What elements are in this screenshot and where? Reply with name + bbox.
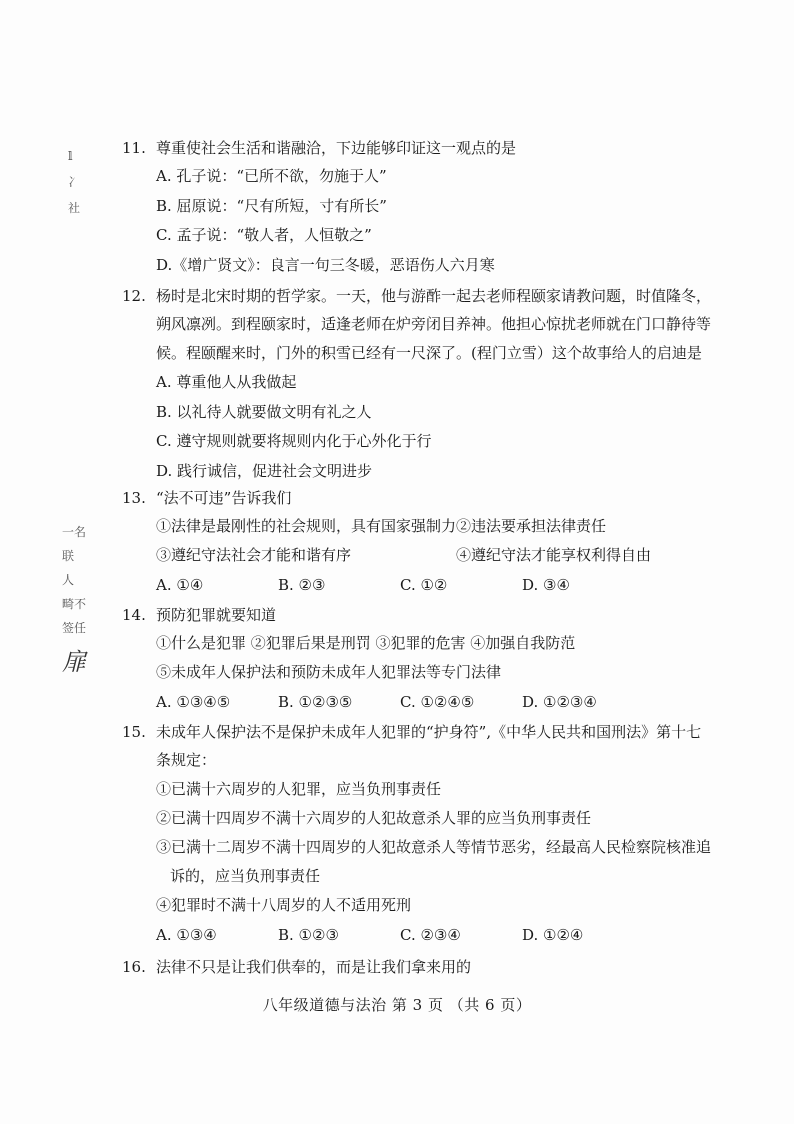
- option-d: D. ①②③④: [522, 693, 597, 711]
- option-a: A. ①③④⑤: [156, 693, 231, 711]
- statement-4: ④犯罪时不满十八周岁的人不适用死刑: [156, 896, 412, 914]
- question-stem-cont: 朔风凛冽。到程颐家时，适逢老师在炉旁闭目养神。他担心惊扰老师就在门口静待等: [156, 315, 712, 333]
- option-b: B. ①②③: [278, 926, 339, 944]
- question-number: 11.: [122, 139, 146, 157]
- question-stem: 未成年人保护法不是保护未成年人犯罪的“护身符”,《中华人民共和国刑法》第十七: [156, 723, 702, 741]
- option-c: C. 遵守规则就要将规则内化于心外化于行: [156, 432, 432, 450]
- question-13: [122, 485, 702, 600]
- statement-1: ①已满十六周岁的人犯罪，应当负刑事责任: [156, 780, 442, 798]
- question-16: [122, 954, 702, 981]
- option-b: B. ②③: [278, 576, 326, 594]
- statement-2: ②违法要承担法律责任: [456, 517, 607, 535]
- question-stem-cont: 条规定：: [156, 751, 217, 769]
- options-row: [122, 920, 702, 950]
- options-row: [122, 570, 702, 600]
- option-c: C. ②③④: [400, 926, 461, 944]
- page-footer: 八年级道德与法治 第 3 页 （共 6 页）: [262, 996, 532, 1014]
- option-c: C. 孟子说：“敬人者，人恒敬之”: [156, 226, 372, 244]
- option-d: D. ③④: [522, 576, 570, 594]
- option-d: D. ①②④: [522, 926, 584, 944]
- option-c: C. ①②: [400, 576, 448, 594]
- option-c: C. ①②④⑤: [400, 693, 475, 711]
- option-a: A. ①④: [156, 576, 204, 594]
- question-stem: 预防犯罪就要知道: [156, 606, 277, 624]
- question-number: 13.: [122, 489, 146, 507]
- statement-row: [122, 512, 702, 541]
- option-a: A. 孔子说：“已所不欲，勿施于人”: [156, 167, 387, 185]
- handwritten-signature: 扉: [62, 648, 86, 676]
- margin-note: 签任: [62, 621, 87, 635]
- question-number: 14.: [122, 606, 146, 624]
- option-b: B. 以礼待人就要做文明有礼之人: [156, 402, 372, 421]
- statement-3: ③遵纪守法社会才能和谐有序: [156, 546, 352, 564]
- question-12: [122, 283, 712, 486]
- margin-note: 社: [68, 201, 81, 215]
- option-d: D. 践行诚信，促进社会文明进步: [156, 461, 373, 480]
- option-b: B. 屈原说：“尺有所短，寸有所长”: [156, 196, 387, 215]
- question-number: 15.: [122, 723, 146, 741]
- question-stem: 杨时是北宋时期的哲学家。一天，他与游酢一起去老师程颐家请教问题，时值隆冬，: [156, 287, 712, 305]
- margin-note: 冫: [68, 175, 81, 189]
- option-a: A. ①③④: [156, 926, 217, 944]
- statement-3: ③已满十二周岁不满十四周岁的人犯故意杀人等情节恶劣，经最高人民检察院核准追: [156, 838, 712, 856]
- option-d: D.《增广贤文》：良言一句三冬暖，恶语伤人六月寒: [156, 255, 495, 274]
- question-14: [122, 602, 702, 717]
- margin-note: 一名: [62, 525, 87, 539]
- question-stem: 法律不只是让我们供奉的，而是让我们拿来用的: [156, 958, 472, 976]
- question-stem: 尊重使社会生活和谐融洽，下边能够印证这一观点的是: [156, 139, 517, 157]
- margin-note: 联: [62, 549, 75, 563]
- margin-notes-mid: [62, 526, 86, 674]
- statement-line: ①什么是犯罪 ②犯罪后果是刑罚 ③犯罪的危害 ④加强自我防范: [156, 634, 576, 652]
- question-stem-cont: 候。程颐醒来时，门外的积雪已经有一尺深了。(程门立雪）这个故事给人的启迪是: [156, 344, 702, 362]
- statement-3-cont: 诉的，应当负刑事责任: [170, 867, 321, 885]
- option-a: A. 尊重他人从我做起: [156, 373, 297, 391]
- statement-1: ①法律是最刚性的社会规则，具有国家强制力: [156, 517, 457, 535]
- question-number: 16.: [122, 958, 146, 976]
- statement-4: ④遵纪守法才能享权利得自由: [456, 546, 652, 564]
- margin-note: 人: [62, 573, 75, 587]
- statement-2: ②已满十四周岁不满十六周岁的人犯故意杀人罪的应当负刑事责任: [156, 809, 592, 827]
- statement-row: [122, 541, 702, 570]
- question-stem: “法不可违”告诉我们: [156, 489, 292, 507]
- margin-note: 畸不: [62, 597, 87, 611]
- statement-line: ⑤未成年人保护法和预防未成年人犯罪法等专门法律: [156, 663, 502, 681]
- margin-notes-top: [68, 150, 80, 228]
- question-11: [122, 135, 702, 280]
- question-number: 12.: [122, 287, 146, 305]
- margin-note: 𝕝: [68, 149, 73, 163]
- option-b: B. ①②③⑤: [278, 693, 353, 711]
- question-15: [122, 719, 712, 950]
- options-row: [122, 687, 702, 717]
